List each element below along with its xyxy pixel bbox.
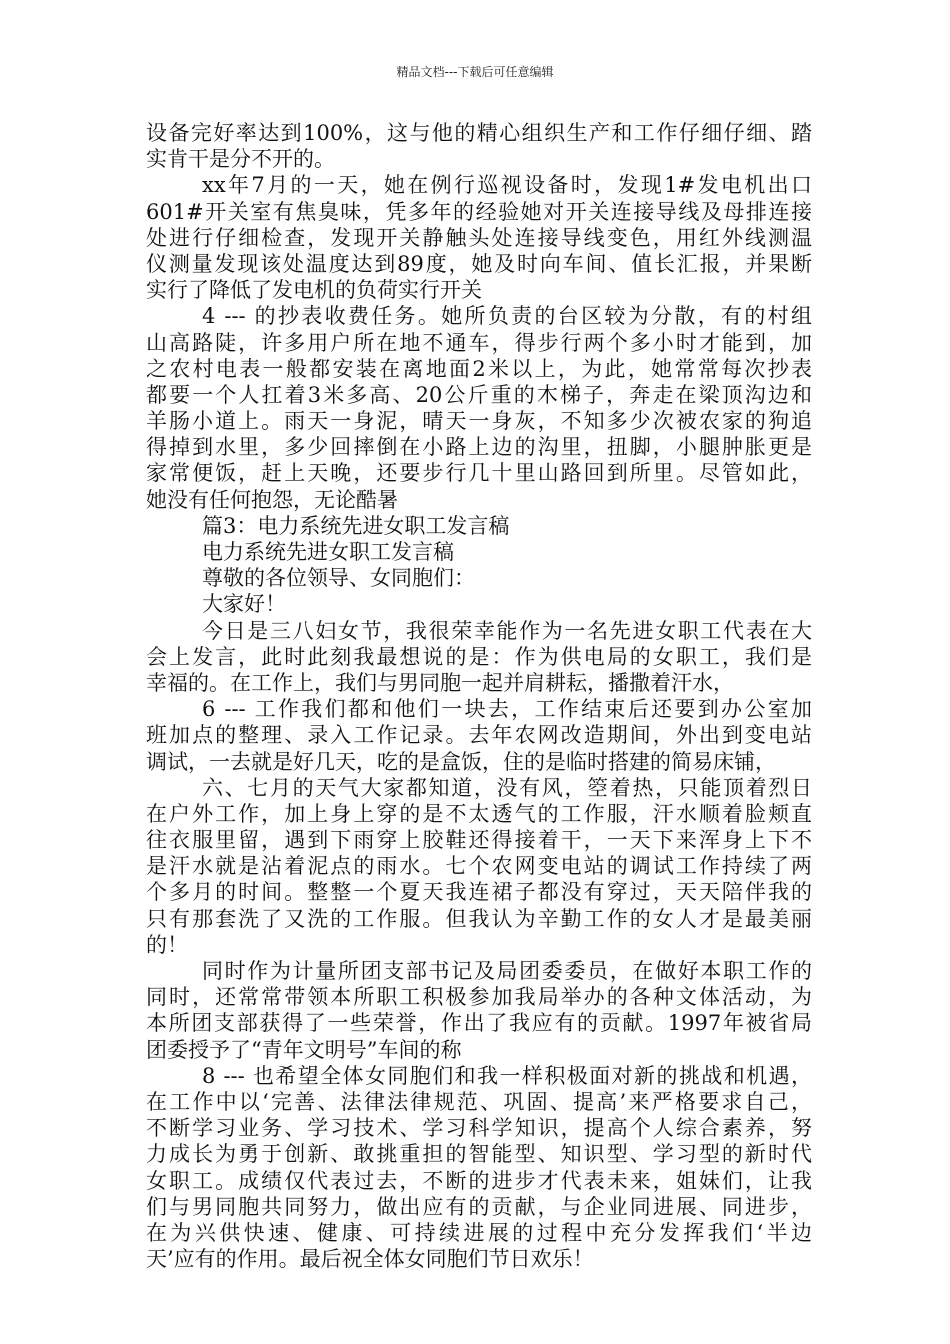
text-line: 大家好！ — [202, 592, 286, 617]
text-line: 天’应有的作用。最后祝全体女同胞们节日欢乐！ — [146, 1247, 594, 1272]
text-line: 在为兴供快速、健康、可持续进展的过程中充分发挥我们‘半边 — [146, 1220, 812, 1245]
text-line: 山高路陡，许多用户所在地不通车，得步行两个多小时才能到，加 — [146, 330, 812, 355]
text-line: 尊敬的各位领导、女同胞们： — [202, 566, 475, 591]
text-line: 个多月的时间。整整一个夏天我连裙子都没有穿过，天天陪伴我的 — [146, 880, 812, 905]
text-line: 只有那套洗了又洗的工作服。但我认为辛勤工作的女人才是最美丽 — [146, 906, 812, 931]
text-line: 4 --- 的抄表收费任务。她所负责的台区较为分散，有的村组 — [202, 304, 812, 329]
text-line: 是汗水就是沾着泥点的雨水。七个农网变电站的调试工作持续了两 — [146, 854, 812, 879]
text-line: 篇3：电力系统先进女职工发言稿 — [202, 513, 510, 538]
text-line: 她没有任何抱怨，无论酷暑 — [146, 487, 398, 512]
text-line: 羊肠小道上。雨天一身泥，晴天一身灰，不知多少次被农家的狗追 — [146, 409, 812, 434]
text-line: 女职工。成绩仅代表过去，不断的进步才代表未来，姐妹们，让我 — [146, 1168, 812, 1193]
text-line: 家常便饭，赶上天晚，还要步行几十里山路回到所里。尽管如此， — [146, 461, 812, 486]
text-line: 处进行仔细检查，发现开关静触头处连接导线变色，用红外线测温 — [146, 225, 812, 250]
text-line: 团委授予了“青年文明号”车间的称 — [146, 1037, 462, 1062]
text-line: 实行了降低了发电机的负荷实行开关 — [146, 278, 482, 303]
text-line: 力成长为勇于创新、敢挑重担的智能型、知识型、学习型的新时代 — [146, 1142, 812, 1167]
text-line: 601#开关室有焦臭味，凭多年的经验她对开关连接导线及母排连接 — [146, 199, 812, 224]
text-line: 6 --- 工作我们都和他们一块去，工作结束后还要到办公室加 — [202, 697, 812, 722]
text-line: 们与男同胞共同努力，做出应有的贡献，与企业同进展、同进步， — [146, 1194, 812, 1219]
text-line: 电力系统先进女职工发言稿 — [202, 540, 454, 564]
text-line: 幸福的。在工作上，我们与男同胞一起并肩耕耘，播撒着汗水， — [146, 670, 734, 695]
text-line: 同时作为计量所团支部书记及局团委委员，在做好本职工作的 — [202, 959, 812, 983]
text-line: 六、七月的天气大家都知道，没有风，箜着热，只能顶着烈日 — [202, 775, 812, 800]
text-line: 设备完好率达到100%，这与他的精心组织生产和工作仔细仔细、踏 — [146, 121, 812, 145]
text-line: 本所团支部获得了一些荣誉，作出了我应有的贡献。1997年被省局 — [146, 1011, 812, 1036]
text-line: 实肯干是分不开的。 — [146, 147, 335, 172]
text-line: xx年7月的一天，她在例行巡视设备时，发现1#发电机出口 — [202, 173, 812, 198]
text-line: 仪测量发现该处温度达到89度，她及时向车间、值长汇报，并果断 — [146, 251, 812, 276]
text-line: 往衣服里留，遇到下雨穿上胶鞋还得接着干，一天下来浑身上下不 — [146, 828, 812, 853]
text-line: 同时，还常常带领本所职工积极参加我局举办的各种文体活动，为 — [146, 985, 812, 1010]
text-line: 都要一个人扛着3米多高、20公斤重的木梯子，奔走在梁顶沟边和 — [146, 382, 812, 407]
text-line: 调试，一去就是好几天，吃的是盒饭，住的是临时搭建的简易床铺， — [146, 749, 776, 774]
text-line: 8 --- 也希望全体女同胞们和我一样积极面对新的挑战和机遇， — [202, 1063, 812, 1088]
text-line: 的！ — [146, 932, 188, 957]
text-line: 之农村电表一般都安装在离地面2米以上，为此，她常常每次抄表 — [146, 356, 812, 381]
text-line: 得掉到水里，多少回摔倒在小路上边的沟里，扭脚，小腿肿胀更是 — [146, 435, 812, 460]
text-line: 在工作中以‘完善、法律法律规范、巩固、提高’来严格要求自己， — [146, 1089, 812, 1114]
text-line: 在户外工作，加上身上穿的是不太透气的工作服，汗水顺着脸颊直 — [146, 801, 812, 826]
text-line: 今日是三八妇女节，我很荣幸能作为一名先进女职工代表在大 — [202, 618, 812, 643]
text-line: 会上发言，此时此刻我最想说的是：作为供电局的女职工，我们是 — [146, 644, 812, 669]
document-body — [146, 120, 812, 1272]
text-line: 不断学习业务、学习技术、学习科学知识，提高个人综合素养，努 — [146, 1116, 812, 1141]
text-line: 班加点的整理、录入工作记录。去年农网改造期间，外出到变电站 — [146, 723, 812, 748]
page-header: 精品文档---下载后可任意编辑 — [396, 65, 554, 79]
